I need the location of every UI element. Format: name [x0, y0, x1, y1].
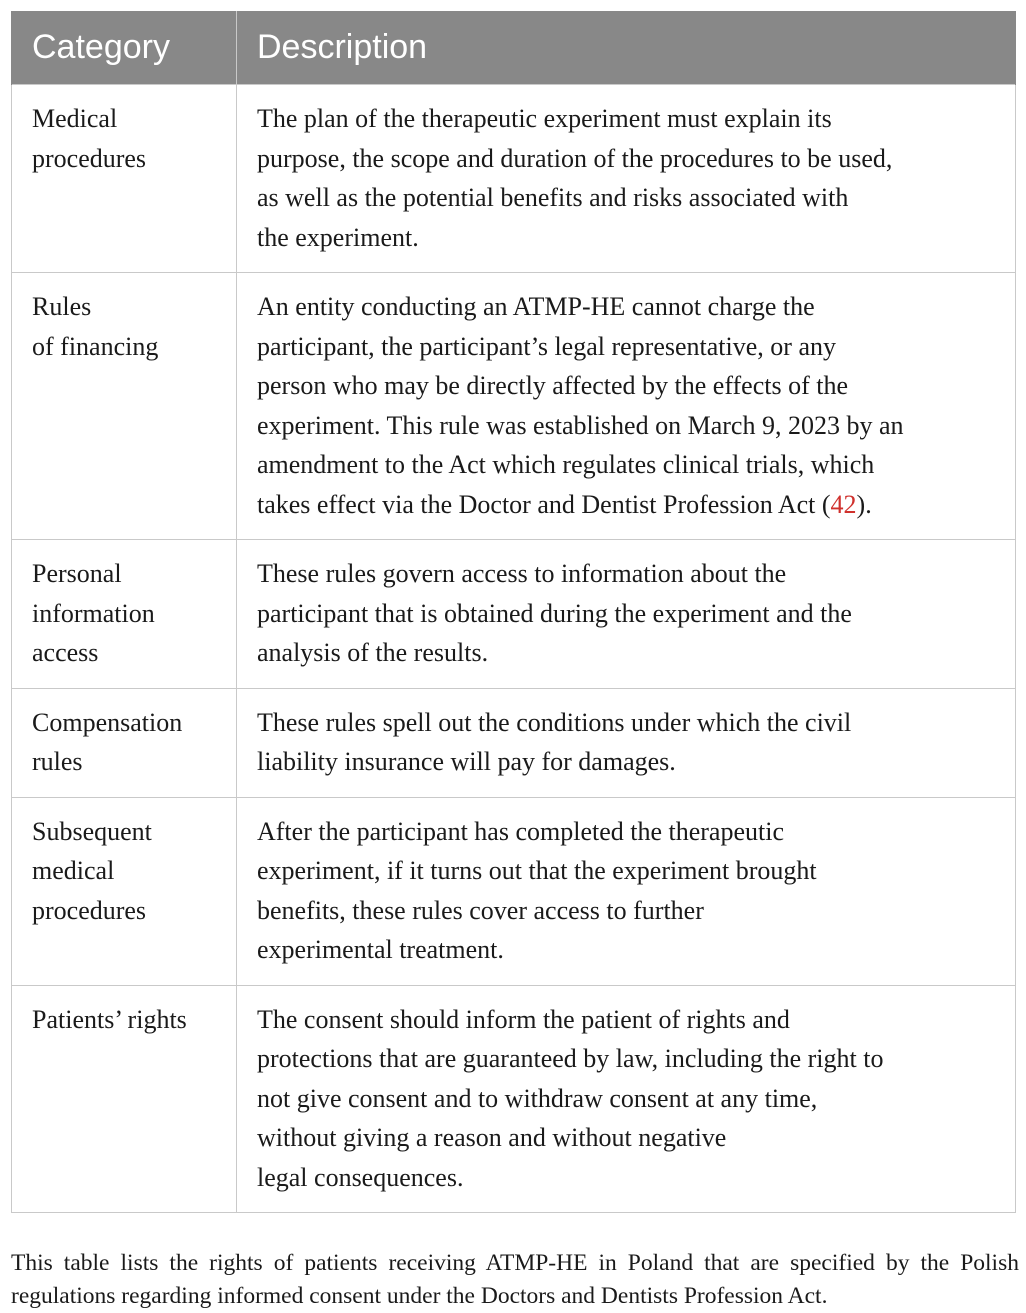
category-line: Rules: [32, 292, 92, 321]
description-cell: [237, 797, 1016, 985]
description-line: benefits, these rules cover access to further: [257, 895, 704, 925]
description-line: the experiment.: [257, 222, 419, 252]
description-line-prefix: takes effect via the Doctor and Dentist Profession Act (: [257, 489, 831, 519]
description-cell: [237, 540, 1016, 689]
description-line: legal consequences.: [257, 1162, 464, 1192]
description-line: purpose, the scope and duration of the procedures to be used,: [257, 143, 893, 173]
table-row: [12, 273, 1016, 540]
description-line: participant, the participant’s legal representative, or any: [257, 331, 836, 361]
category-line: information: [32, 598, 155, 628]
table-row: [12, 540, 1016, 689]
category-cell: [12, 85, 237, 273]
table-header: [12, 11, 1016, 85]
category-cell: [12, 273, 237, 540]
consent-rules-table: [11, 11, 1016, 1213]
description-line: experimental treatment.: [257, 935, 504, 964]
category-line: Compensation: [32, 707, 183, 737]
table-row: [12, 688, 1016, 797]
table-container: [11, 11, 1015, 1213]
category-cell: [12, 797, 237, 985]
reference-link[interactable]: 42: [830, 489, 857, 519]
category-line: Medical: [32, 104, 118, 133]
category-line: Patients’ rights: [32, 1004, 187, 1034]
description-line: without giving a reason and without negative: [257, 1123, 727, 1152]
description-line-suffix: ).: [856, 489, 872, 519]
description-line: person who may be directly affected by the effects of the: [257, 371, 849, 400]
category-cell: [12, 540, 237, 689]
header-category: Category: [12, 11, 237, 85]
description-line: participant that is obtained during the experiment and the: [257, 598, 852, 628]
category-line: Personal: [32, 559, 122, 588]
description-line: liability insurance will pay for damages.: [257, 747, 676, 776]
category-line: rules: [32, 747, 83, 776]
description-line: experiment, if it turns out that the experiment brought: [257, 856, 817, 885]
description-line: amendment to the Act which regulates clinical trials, which: [257, 450, 875, 479]
category-line: medical: [32, 856, 115, 885]
description-cell: [237, 985, 1016, 1213]
description-line: These rules spell out the conditions under which the civil: [257, 707, 852, 737]
header-row: [12, 11, 1016, 85]
table-row: [12, 85, 1016, 273]
table-row: [12, 985, 1016, 1213]
table-body: [12, 85, 1016, 1213]
description-line: not give consent and to withdraw consent at any time,: [257, 1083, 818, 1113]
category-line: of financing: [32, 331, 159, 361]
description-line: After the participant has completed the therapeutic: [257, 816, 784, 846]
description-line: The plan of the therapeutic experiment must explain its: [257, 104, 832, 133]
description-cell: [237, 273, 1016, 540]
category-cell: [12, 688, 237, 797]
description-line: protections that are guaranteed by law, including the right to: [257, 1044, 884, 1073]
description-line: experiment. This rule was established on March 9, 2023 by an: [257, 410, 904, 440]
description-line: These rules govern access to information about the: [257, 559, 787, 588]
description-line: The consent should inform the patient of rights and: [257, 1004, 790, 1034]
description-line: An entity conducting an ATMP-HE cannot charge the: [257, 292, 815, 321]
description-line: analysis of the results.: [257, 638, 489, 667]
category-line: procedures: [32, 895, 147, 925]
table-row: [12, 797, 1016, 985]
category-line: Subsequent: [32, 816, 152, 846]
category-line: procedures: [32, 143, 147, 173]
description-cell: [237, 688, 1016, 797]
category-cell: [12, 985, 237, 1213]
table-footnote: This table lists the rights of patients receiving ATMP-HE in Poland that are specified by the Polish regulations regarding informed consent under the Doctors and Dentists Profession Act.: [11, 1249, 1019, 1309]
description-cell: [237, 85, 1016, 273]
header-description: Description: [237, 11, 1016, 85]
description-line: as well as the potential benefits and risks associated with: [257, 183, 849, 212]
category-line: access: [32, 638, 99, 667]
